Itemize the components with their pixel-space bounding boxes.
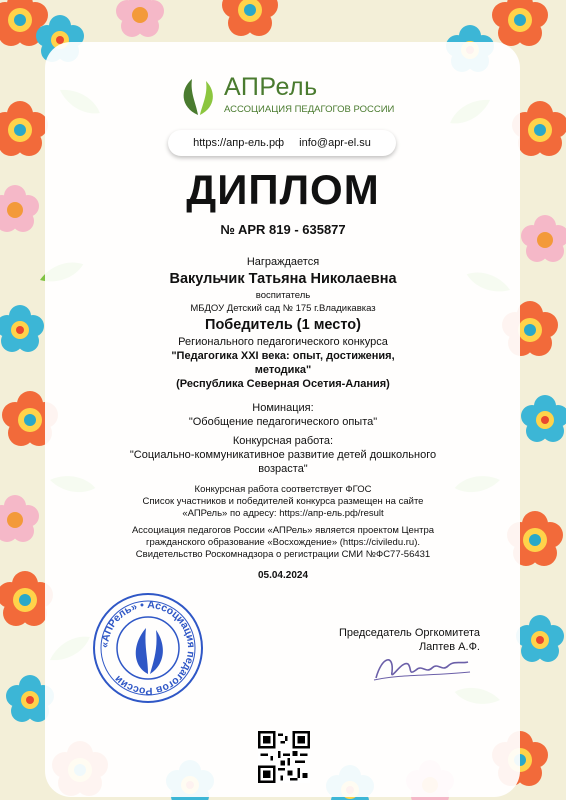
assoc-line3: Свидетельство Роскомнадзора о регистрации СМИ №ФС77-56431 bbox=[135, 549, 431, 560]
signatory-name: Лаптев А.Ф. bbox=[418, 641, 480, 653]
contest-name-line1: "Педагогика XXI века: опыт, достижения, bbox=[171, 350, 395, 362]
fgos-line: Конкурсная работа соответствует ФГОС bbox=[194, 484, 372, 495]
work-title-line2: возраста" bbox=[258, 463, 308, 475]
diploma-number: № APR 819 - 635877 bbox=[220, 222, 346, 237]
qr-code[interactable] bbox=[258, 731, 310, 783]
work-title-line1: "Социально-коммуникативное развитие детей дошкольного bbox=[129, 449, 437, 461]
signatory-role: Председатель Оргкомитета bbox=[338, 627, 480, 639]
seal-leaf-icon bbox=[136, 628, 163, 674]
handwritten-signature bbox=[372, 650, 472, 686]
contest-name-line2: методика" bbox=[254, 364, 312, 376]
diploma-date: 05.04.2024 bbox=[257, 570, 309, 581]
svg-text:«АПРель» • Ассоциация педагого bbox=[99, 599, 197, 697]
assoc-line1: Ассоциация педагогов России «АПРель» является проектом Центра bbox=[131, 525, 435, 536]
leaf-logo-icon bbox=[178, 77, 218, 117]
award-place: Победитель (1 место) bbox=[205, 317, 361, 333]
site-link[interactable]: https://апр-ель.рф bbox=[193, 137, 285, 149]
nomination-value: "Обобщение педагогического опыта" bbox=[188, 416, 378, 428]
brand-name: АПРель bbox=[224, 73, 318, 101]
apr-logo bbox=[178, 73, 398, 123]
contest-type: Регионального педагогического конкурса bbox=[178, 336, 388, 348]
seal-text: «АПРель» • Ассоциация педагогов России bbox=[98, 598, 198, 698]
recipient-position: воспитатель bbox=[255, 290, 311, 301]
results-line2: «АПРель» по адресу: https://апр-ель.рф/result bbox=[182, 508, 384, 519]
nomination-label: Номинация: bbox=[252, 402, 314, 414]
assoc-line2: гражданского образование «Восхождение» (https://civiledu.ru). bbox=[145, 537, 420, 548]
brand-subtitle: АССОЦИАЦИЯ ПЕДАГОГОВ РОССИИ bbox=[224, 104, 395, 115]
organization-seal bbox=[92, 592, 204, 704]
email-link[interactable]: info@apr-el.su bbox=[299, 137, 371, 149]
contact-bar bbox=[168, 130, 396, 156]
recipient-name: Вакульчик Татьяна Николаевна bbox=[169, 271, 397, 287]
recipient-organization: МБДОУ Детский сад № 175 г.Владикавказ bbox=[190, 303, 376, 314]
contest-region: (Республика Северная Осетия-Алания) bbox=[176, 378, 390, 390]
diploma-title: ДИПЛОМ bbox=[186, 166, 380, 213]
awarded-label: Награждается bbox=[246, 256, 320, 268]
results-line1: Список участников и победителей конкурса размещен на сайте bbox=[142, 496, 424, 507]
work-label: Конкурсная работа: bbox=[232, 435, 334, 447]
